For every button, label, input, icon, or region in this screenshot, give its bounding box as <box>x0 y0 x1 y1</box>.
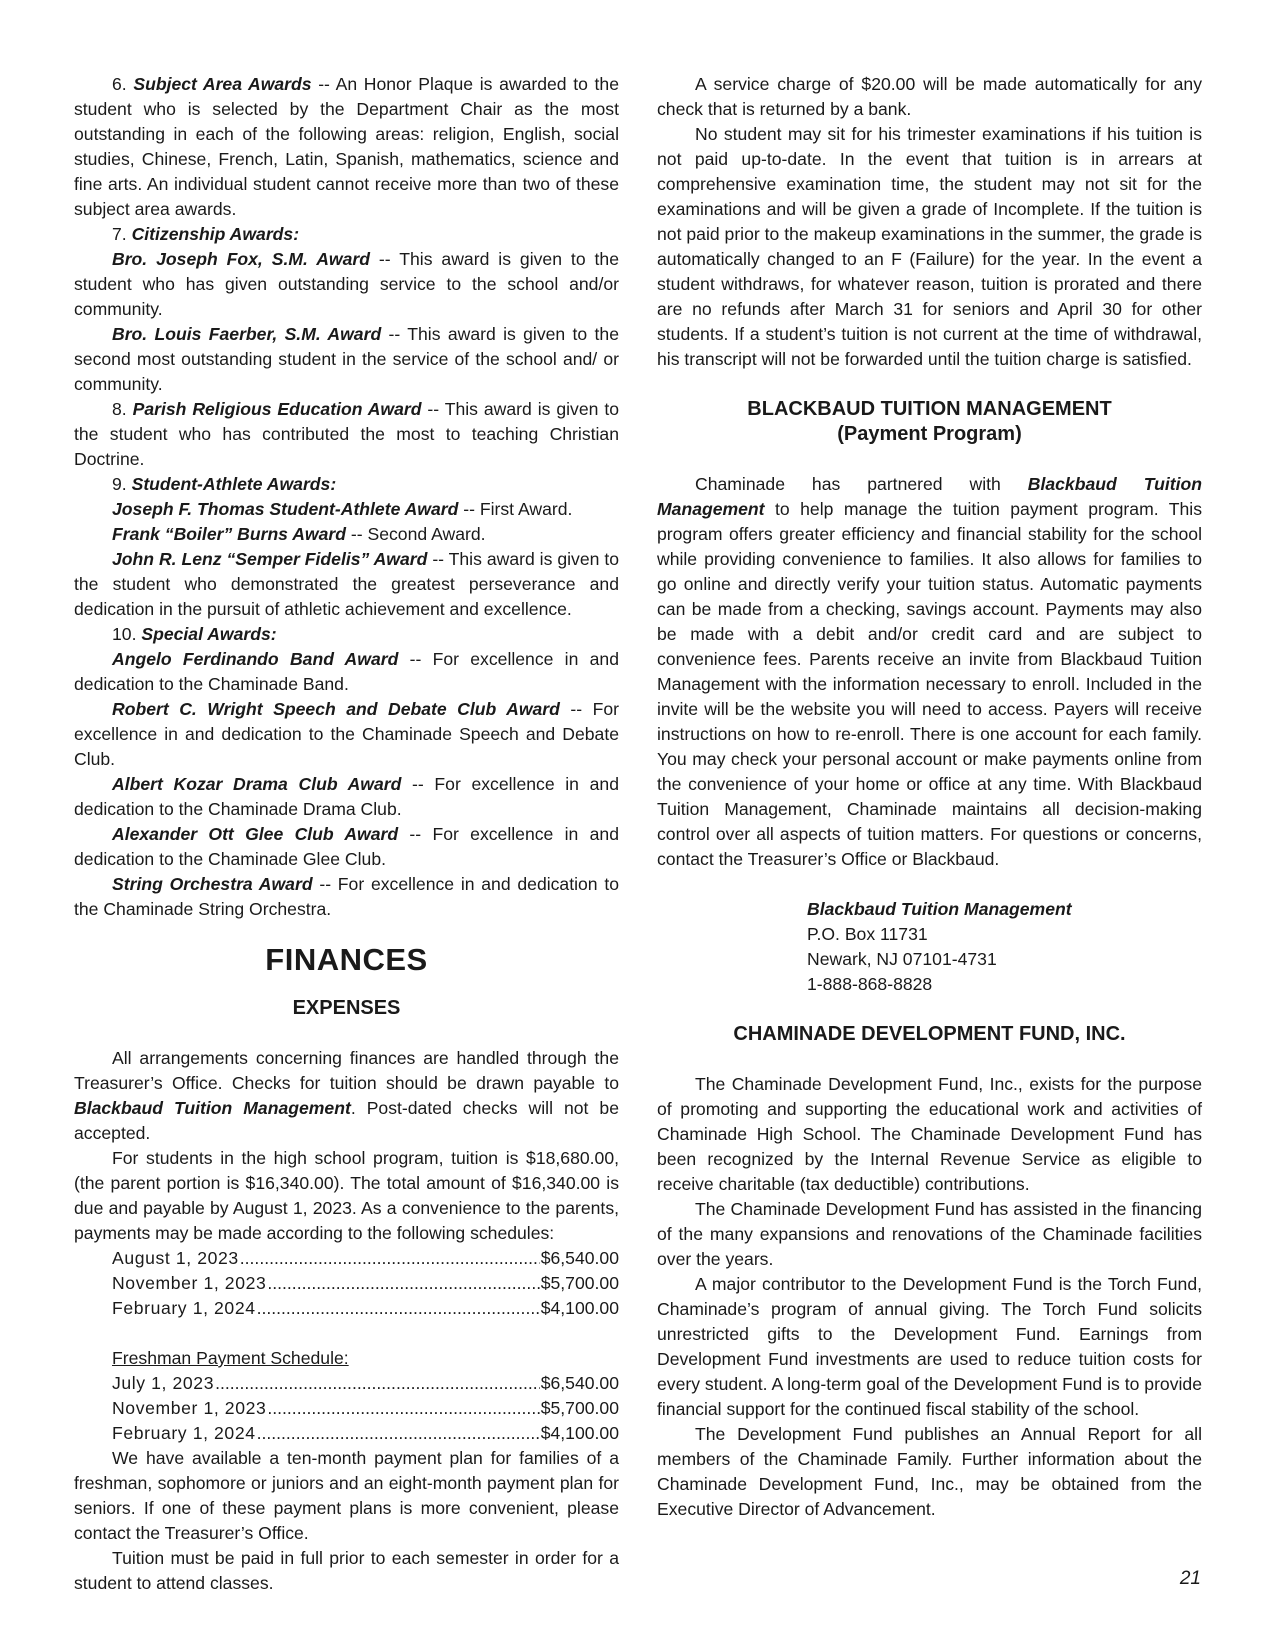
cdf-paragraph-2: The Chaminade Development Fund has assisted in the financing of the many expansions and renovations of the Chaminade facilities over the years. <box>657 1199 1202 1269</box>
right-column <box>657 72 1202 1522</box>
schedule-row: November 1, 2023 ..... $5,700.00 <box>112 1271 619 1296</box>
award-lenz: John R. Lenz “Semper Fidelis” Award -- This award is given to the student who demonstrated the greatest perseverance and dedication in the pursuit of athletic achievement and excellence. <box>74 549 619 619</box>
award-string: String Orchestra Award -- For excellence in and dedication to the Chaminade String Orchestra. <box>74 874 620 919</box>
payment-schedule <box>74 1246 619 1446</box>
finances-heading: FINANCES <box>265 942 428 977</box>
award-burns: Frank “Boiler” Burns Award -- Second Award. <box>112 524 486 544</box>
address-name: Blackbaud Tuition Management <box>807 899 1072 919</box>
left-column <box>74 72 619 1596</box>
freshman-schedule-row: July 1, 2023 ..... $6,540.00 <box>112 1371 619 1396</box>
schedule-row: February 1, 2024 ..... $4,100.00 <box>112 1296 619 1321</box>
freshman-schedule-row: November 1, 2023 ..... $5,700.00 <box>112 1396 619 1421</box>
btm-paragraph: Chaminade has partnered with Blackbaud Tuition Management to help manage the tuition payment program. This program offers greater efficiency and financial stability for the school while providing convenience to families. It also allows for families to go online and directly verify your tuition status. Automatic payments can be made from a checking, savings account. Payments may also be made with a debit and/or credit card and are subject to convenience fees. Parents receive an invite from Blackbaud Tuition Management with the information necessary to enroll. Included in the invite will be the website you will need to access. Payers will receive instructions on how to re-enroll. There is one account for each family. You may check your personal account or make payments online from the convenience of your home or office at any time. With Blackbaud Tuition Management, Chaminade maintains all decision-making control over all aspects of tuition matters. For questions or concerns, contact the Treasurer’s Office or Blackbaud. <box>657 474 1202 869</box>
freshman-schedule-heading: Freshman Payment Schedule: <box>112 1348 349 1368</box>
award-special-heading: 10. Special Awards: <box>112 624 277 644</box>
award-student-athlete-heading: 9. Student-Athlete Awards: <box>112 474 337 494</box>
page-number: 21 <box>1179 1568 1201 1589</box>
award-kozar: Albert Kozar Drama Club Award -- For excellence in and dedication to the Chaminade Drama Club. <box>74 774 619 819</box>
award-faerber: Bro. Louis Faerber, S.M. Award -- This award is given to the second most outstanding student in the service of the school and/ or community. <box>74 324 619 394</box>
service-charge-paragraph: A service charge of $20.00 will be made automatically for any check that is returned by a bank. <box>657 74 1202 119</box>
address-line-1: P.O. Box 11731 <box>807 924 928 944</box>
expenses-heading: EXPENSES <box>292 997 401 1019</box>
cdf-heading: CHAMINADE DEVELOPMENT FUND, INC. <box>733 1023 1126 1045</box>
cdf-paragraph-1: The Chaminade Development Fund, Inc., exists for the purpose of promoting and supporting the educational work and activities of Chaminade High School. The Chaminade Development Fund has been recognized by the Internal Revenue Service as eligible to receive charitable (tax deductible) contributions. <box>657 1074 1202 1194</box>
award-thomas: Joseph F. Thomas Student-Athlete Award -- First Award. <box>112 499 573 519</box>
award-citizenship-heading: 7. Citizenship Awards: <box>112 224 300 244</box>
expenses-paragraph-2: For students in the high school program, tuition is $18,680.00, (the parent portion is $16,340.00). The total amount of $16,340.00 is due and payable by August 1, 2023. As a convenience to the parents, payments may be made according to the following schedules: <box>74 1148 619 1243</box>
tuition-arrears-paragraph: No student may sit for his trimester examinations if his tuition is not paid up-to-date. In the event that tuition is in arrears at comprehensive examination time, the student may not sit for the examinations and will be given a grade of Incomplete. If the tuition is not paid prior to the makeup examinations in the summer, the grade is automatically changed to an F (Failure) for the year. In the event a student withdraws, for whatever reason, tuition is prorated and there are no refunds after March 31 for seniors and April 30 for other students. If a student’s tuition is not current at the time of withdrawal, his transcript will not be forwarded until the tuition charge is satisfied. <box>657 124 1202 369</box>
btm-heading: BLACKBAUD TUITION MANAGEMENT <box>747 398 1112 420</box>
cdf-paragraph-3: A major contributor to the Development Fund is the Torch Fund, Chaminade’s program of annual giving. The Torch Fund solicits unrestricted gifts to the Development Fund. Earnings from Development Fund investments are used to reduce tuition costs for every student. A long-term goal of the Development Fund is to provide financial support for the continued fiscal stability of the school. <box>657 1274 1202 1419</box>
award-parish: 8. Parish Religious Education Award -- This award is given to the student who has contributed the most to teaching Christian Doctrine. <box>74 399 620 469</box>
award-ott: Alexander Ott Glee Club Award -- For excellence in and dedication to the Chaminade Glee Club. <box>74 824 619 869</box>
cdf-paragraph-4: The Development Fund publishes an Annual Report for all members of the Chaminade Family. Further information about the Chaminade Development Fund, Inc., may be obtained from the Executive Director of Advancement. <box>657 1424 1202 1519</box>
expenses-paragraph-4: Tuition must be paid in full prior to each semester in order for a student to attend classes. <box>74 1548 619 1593</box>
expenses-paragraph-1: All arrangements concerning finances are handled through the Treasurer’s Office. Checks for tuition should be drawn payable to Blackbaud Tuition Management. Post-dated checks will not be accepted. <box>74 1048 619 1143</box>
expenses-paragraph-3: We have available a ten-month payment plan for families of a freshman, sophomore or juniors and an eight-month payment plan for seniors. If one of these payment plans is more convenient, please contact the Treasurer’s Office. <box>74 1448 619 1543</box>
freshman-schedule-row: February 1, 2024 ..... $4,100.00 <box>112 1421 619 1446</box>
award-band: Angelo Ferdinando Band Award -- For excellence in and dedication to the Chaminade Band. <box>74 649 620 694</box>
schedule-row: August 1, 2023 ..... $6,540.00 <box>112 1246 619 1271</box>
award-subject-area: 6. Subject Area Awards -- An Honor Plaque is awarded to the student who is selected by the Department Chair as the most outstanding in each of the following areas: religion, English, social studies, Chinese, French, Latin, Spanish, mathematics, science and fine arts. An individual student cannot receive more than two of these subject area awards. <box>74 74 619 219</box>
award-wright: Robert C. Wright Speech and Debate Club Award -- For excellence in and dedication to the Chaminade Speech and Debate Club. <box>74 699 619 769</box>
btm-subheading: (Payment Program) <box>837 423 1022 445</box>
address-phone: 1-888-868-8828 <box>807 974 933 994</box>
address-line-2: Newark, NJ 07101-4731 <box>807 949 997 969</box>
award-fox: Bro. Joseph Fox, S.M. Award -- This award is given to the student who has given outstanding service to the school and/or community. <box>74 249 619 319</box>
mailing-address <box>657 897 1202 997</box>
